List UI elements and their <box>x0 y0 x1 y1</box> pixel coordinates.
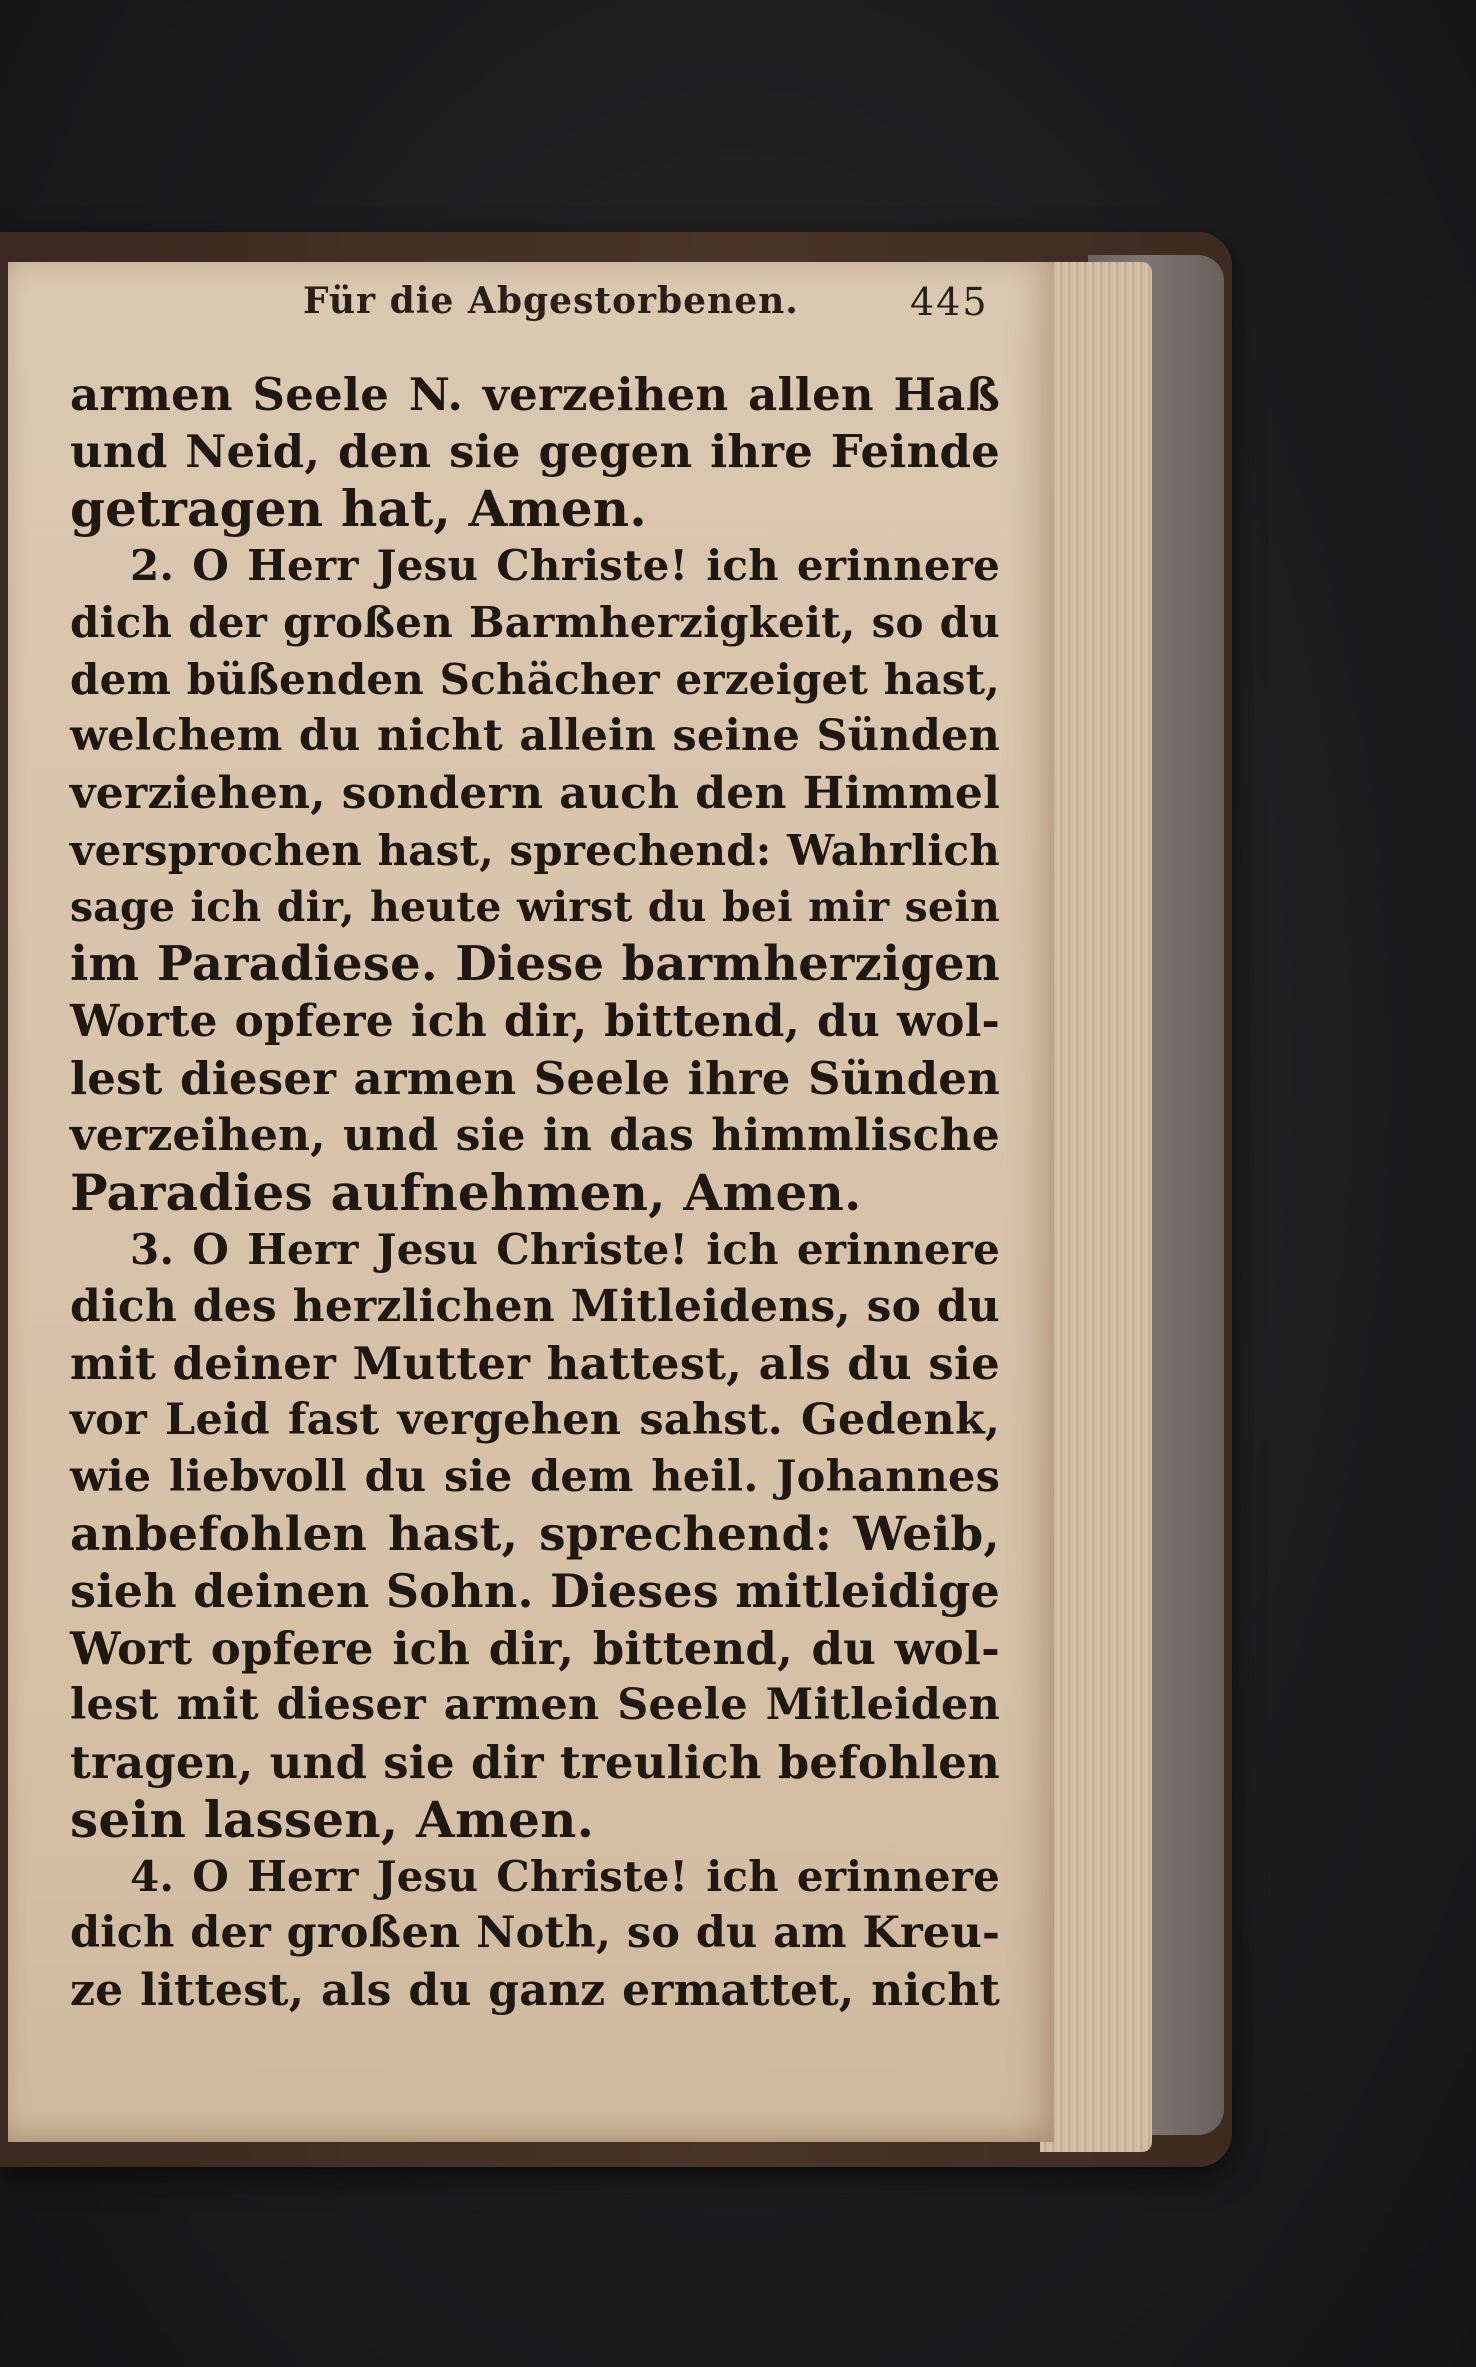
page-edges <box>1040 262 1152 2152</box>
text-line: Paradies aufnehmen, Amen. <box>70 1163 862 1222</box>
text-line: armen Seele N. verzeihen allen Haß <box>70 368 1000 421</box>
text-line: lest mit dieser armen Seele Mitleiden <box>70 1680 1000 1730</box>
body-text <box>70 366 1000 2019</box>
text-line: sage ich dir, heute wirst du bei mir sein <box>70 883 1000 931</box>
text-line: sieh deinen Sohn. Dieses mitleidige <box>70 1564 1000 1618</box>
text-line: welchem du nicht allein seine Sünden <box>70 711 1000 761</box>
text-line: tragen, und sie dir treulich befohlen <box>70 1736 1000 1789</box>
text-line: und Neid, den sie gegen ihre Feinde <box>70 425 1000 478</box>
text-line: vor Leid fast vergehen sahst. Gedenk, <box>70 1395 1000 1445</box>
text-line: ze littest, als du ganz ermattet, nicht <box>70 1965 1000 2016</box>
text-line: 2. O Herr Jesu Christe! ich erinnere <box>130 541 1000 590</box>
text-line: 4. O Herr Jesu Christe! ich erinnere <box>130 1852 1000 1901</box>
text-line: anbefohlen hast, sprechend: Weib, <box>70 1507 1000 1562</box>
text-line: lest dieser armen Seele ihre Sünden <box>70 1052 1000 1105</box>
text-line: dich des herzlichen Mitleidens, so du <box>70 1281 1000 1332</box>
text-line: dich der großen Noth, so du am Kreu- <box>70 1908 1000 1958</box>
book-page <box>8 262 1054 2142</box>
text-line: Wort opfere ich dir, bittend, du wol- <box>70 1622 1000 1675</box>
text-line: mit deiner Mutter hattest, als du sie <box>70 1337 1000 1390</box>
text-line: verzeihen, und sie in das himmlische <box>70 1110 1000 1161</box>
text-line: sein lassen, Amen. <box>70 1790 595 1849</box>
text-line: wie liebvoll du sie dem heil. Johannes <box>70 1452 1000 1502</box>
page-header <box>8 280 1054 330</box>
text-line: im Paradiese. Diese barmherzigen <box>70 936 1000 992</box>
text-line: dich der großen Barmherzigkeit, so du <box>70 598 1000 647</box>
text-line: verziehen, sondern auch den Himmel <box>70 768 1000 819</box>
page-number: 445 <box>910 280 989 324</box>
text-line: versprochen hast, sprechend: Wahrlich <box>70 826 1000 875</box>
text-line: dem büßenden Schächer erzeiget hast, <box>70 655 1000 704</box>
text-line: Worte opfere ich dir, bittend, du wol- <box>70 996 1000 1047</box>
running-title: Für die Abgestorbenen. <box>303 280 799 322</box>
text-line: getragen hat, Amen. <box>70 479 647 538</box>
text-line: 3. O Herr Jesu Christe! ich erinnere <box>130 1225 1000 1274</box>
